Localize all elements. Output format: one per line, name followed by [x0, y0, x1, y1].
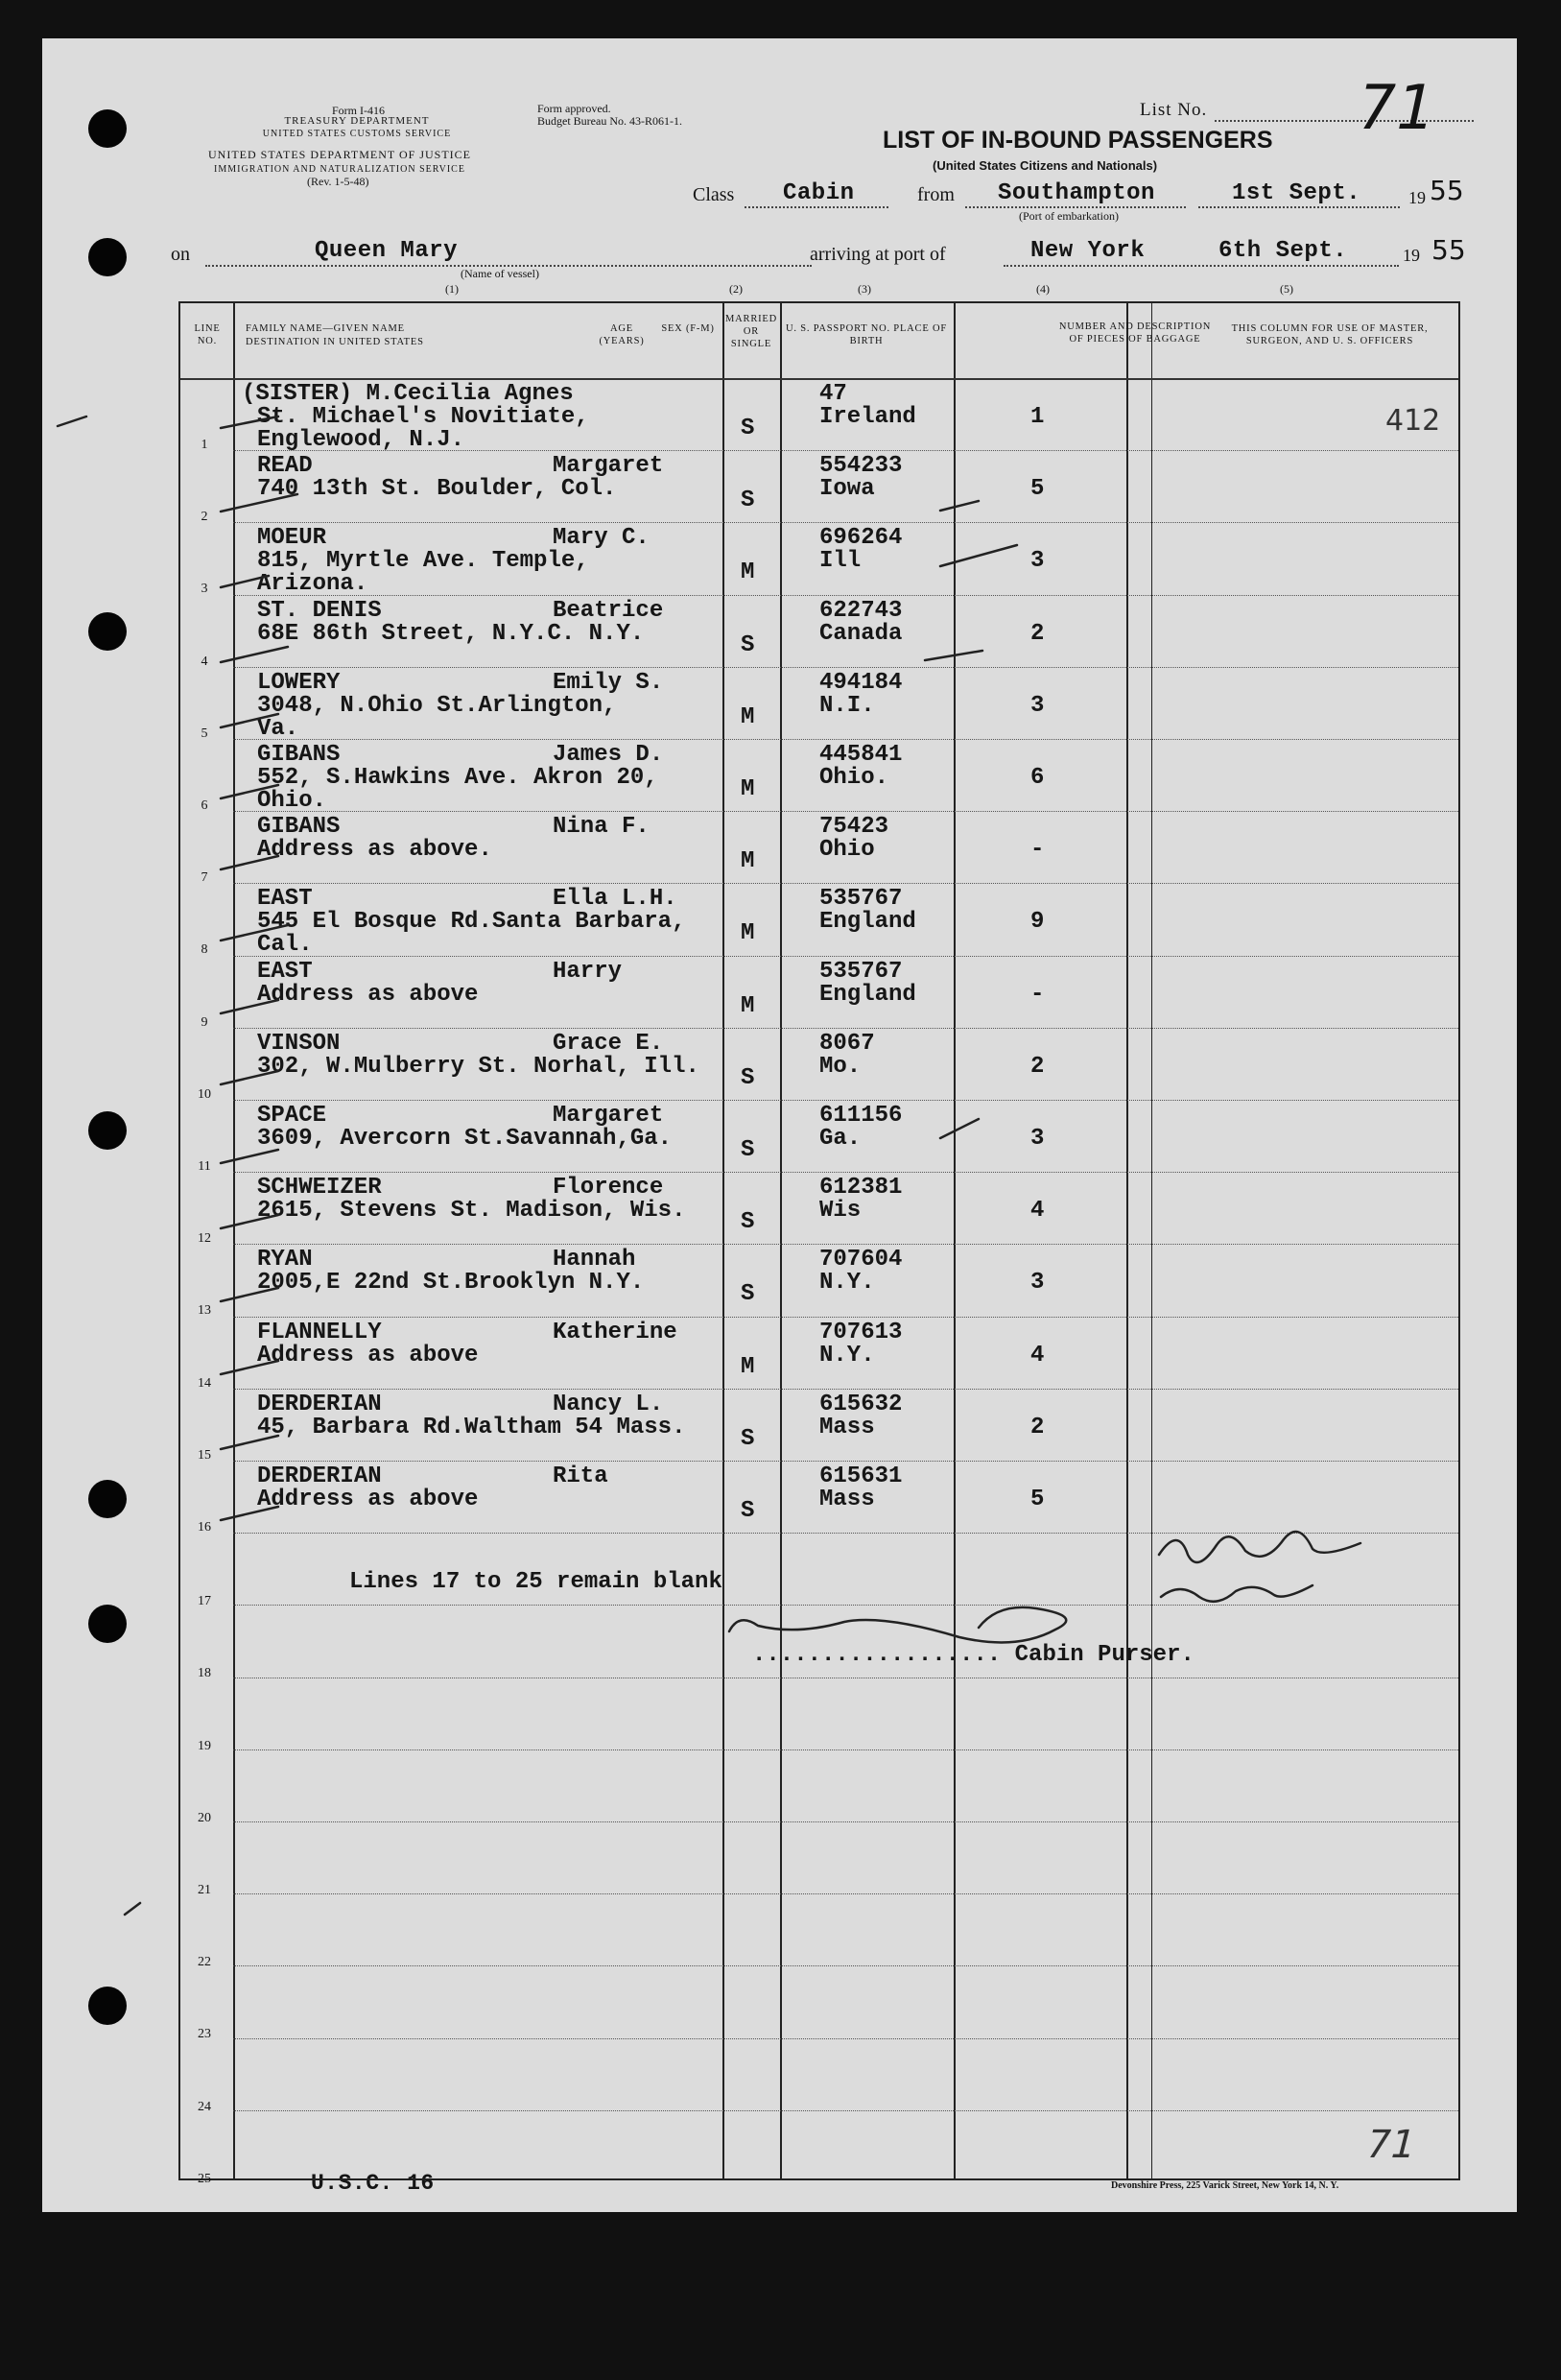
list-no-label: List No.	[1140, 100, 1208, 120]
marital-status: M	[741, 848, 755, 875]
family-name: VINSON	[257, 1030, 341, 1057]
col-num-5: (5)	[1280, 282, 1293, 296]
vessel-name: Queen Mary	[315, 238, 459, 264]
departure-year: 55	[1430, 175, 1464, 206]
col-num-1: (1)	[445, 282, 459, 296]
marital-status: S	[741, 416, 755, 441]
header-line-no: LINE NO.	[194, 323, 221, 346]
line-number: 21	[198, 1883, 211, 1897]
punch-hole	[88, 1605, 127, 1643]
destination-address-cont: Englewood, N.J.	[257, 427, 465, 453]
punch-hole	[88, 1987, 127, 2025]
given-name: James D.	[553, 742, 664, 768]
rev-date: (Rev. 1-5-48)	[307, 175, 369, 188]
baggage-count: 2	[1030, 1414, 1045, 1440]
passport-number: 445841	[819, 742, 903, 768]
passport-number: 696264	[819, 525, 903, 552]
col-num-3: (3)	[858, 282, 871, 296]
given-name: Margaret	[553, 1103, 664, 1129]
header-married: MARRIED OR SINGLE	[725, 314, 778, 349]
destination-address: 2615, Stevens St. Madison, Wis.	[257, 1198, 686, 1225]
family-name: DERDERIAN	[257, 1464, 382, 1489]
destination-address: 302, W.Mulberry St. Norhal, Ill.	[257, 1053, 699, 1080]
line-number: 3	[201, 582, 208, 597]
marital-status: M	[741, 559, 755, 586]
line-number: 14	[198, 1375, 211, 1391]
passport-number: 8067	[819, 1030, 875, 1057]
destination-address: 545 El Bosque Rd.Santa Barbara,	[257, 909, 686, 936]
punch-hole	[88, 238, 127, 276]
destination-address-cont: Va.	[257, 715, 299, 742]
destination-address: 3048, N.Ohio St.Arlington,	[257, 692, 617, 719]
passport-number: 554233	[819, 453, 903, 480]
ins-line: IMMIGRATION AND NATURALIZATION SERVICE	[214, 164, 465, 175]
form-number: Form I-416	[332, 104, 385, 117]
line-number: 9	[201, 1014, 208, 1030]
family-name: GIBANS	[257, 814, 341, 841]
destination-address: St. Michael's Novitiate,	[257, 404, 589, 430]
customs-service: UNITED STATES CUSTOMS SERVICE	[262, 129, 452, 139]
marital-status: M	[741, 1353, 755, 1380]
baggage-count: 6	[1030, 765, 1045, 791]
passport-number: 535767	[819, 958, 903, 985]
justice-dept: UNITED STATES DEPARTMENT OF JUSTICE	[207, 148, 471, 161]
arrival-year: 55	[1431, 234, 1466, 266]
place-of-birth: N.I.	[819, 692, 875, 719]
line-number: 13	[198, 1303, 211, 1319]
class-value: Cabin	[783, 180, 855, 206]
baggage-count: -	[1030, 837, 1045, 864]
family-name: LOWERY	[257, 669, 341, 696]
destination-address: 3609, Avercorn St.Savannah,Ga.	[257, 1126, 673, 1152]
header-sex: SEX (F-M)	[661, 323, 715, 334]
place-of-birth: Ill	[819, 548, 862, 575]
line-number: 12	[198, 1231, 211, 1247]
destination-address: 45, Barbara Rd.Waltham 54 Mass.	[257, 1414, 686, 1440]
destination-address: 552, S.Hawkins Ave. Akron 20,	[257, 765, 658, 791]
line-number: 10	[198, 1086, 211, 1102]
passport-number: 75423	[819, 814, 889, 841]
family-name: EAST	[257, 958, 313, 985]
header-age: AGE (YEARS)	[599, 323, 645, 346]
given-name: Emily S.	[553, 669, 664, 696]
baggage-count: 5	[1030, 476, 1045, 503]
purser-signature-line: .................. Cabin Purser.	[752, 1642, 1194, 1668]
given-name: Hannah	[553, 1247, 636, 1273]
family-name: SCHWEIZER	[257, 1175, 382, 1202]
family-name: MOEUR	[257, 525, 327, 552]
baggage-count: 5	[1030, 1487, 1045, 1512]
destination-address: 815, Myrtle Ave. Temple,	[257, 548, 589, 575]
line-number: 16	[198, 1520, 211, 1535]
line-number: 17	[198, 1594, 211, 1609]
passenger-name: (SISTER) M.Cecilia Agnes	[242, 381, 574, 407]
line-number: 25	[198, 2171, 211, 2186]
place-of-birth: England	[819, 909, 916, 936]
class-label: Class	[693, 184, 735, 205]
form-approved: Form approved.	[537, 102, 611, 115]
passport-number: 707604	[819, 1247, 903, 1273]
place-of-birth: Mo.	[819, 1053, 862, 1080]
form-footer-code: U.S.C. 16	[311, 2171, 435, 2196]
given-name: Grace E.	[553, 1030, 664, 1057]
destination-address: Address as above.	[257, 837, 492, 864]
baggage-count: 9	[1030, 909, 1045, 936]
passport-number: 622743	[819, 597, 903, 624]
list-no-value: 71	[1349, 73, 1443, 144]
marital-status: S	[741, 1064, 755, 1091]
destination-address: 68E 86th Street, N.Y.C. N.Y.	[257, 620, 645, 647]
marital-status: M	[741, 992, 755, 1019]
line-number: 8	[201, 942, 208, 958]
family-name: FLANNELLY	[257, 1319, 382, 1345]
given-name: Florence	[553, 1175, 664, 1202]
destination-address: 740 13th St. Boulder, Col.	[257, 476, 617, 503]
given-name: Nancy L.	[553, 1391, 664, 1417]
marital-status: M	[741, 920, 755, 947]
line-number: 11	[198, 1159, 211, 1174]
passport-number: 615632	[819, 1391, 903, 1417]
punch-hole	[88, 612, 127, 651]
from-label: from	[917, 184, 955, 205]
line-number: 22	[198, 1955, 211, 1970]
baggage-count: 3	[1030, 1126, 1045, 1152]
given-name: Nina F.	[553, 814, 650, 841]
departure-date: 1st Sept.	[1232, 180, 1361, 206]
line-number: 15	[198, 1447, 211, 1463]
marital-status: S	[741, 1209, 755, 1236]
destination-address-cont: Arizona.	[257, 571, 368, 598]
budget-bureau: Budget Bureau No. 43-R061-1.	[537, 114, 682, 128]
place-of-birth: Mass	[819, 1414, 875, 1440]
marital-status: M	[741, 776, 755, 802]
given-name: Ella L.H.	[553, 886, 677, 913]
destination-address: Address as above	[257, 1487, 479, 1512]
passport-number: 47	[819, 381, 847, 407]
marital-status: M	[741, 703, 755, 730]
header-destination: DESTINATION IN UNITED STATES	[246, 337, 424, 347]
destination-address-cont: Cal.	[257, 932, 313, 959]
officer-margin-number: 412	[1385, 404, 1441, 438]
place-of-birth: N.Y.	[819, 1270, 875, 1297]
line-number: 23	[198, 2027, 211, 2042]
arriving-label: arriving at port of	[810, 244, 946, 265]
port-embarkation-note: (Port of embarkation)	[1019, 209, 1119, 223]
baggage-count: 2	[1030, 620, 1045, 647]
on-label: on	[171, 244, 190, 265]
passport-number: 611156	[819, 1103, 903, 1129]
line-number: 24	[198, 2099, 211, 2114]
baggage-count: 3	[1030, 692, 1045, 719]
vessel-note: (Name of vessel)	[461, 267, 539, 280]
year-prefix: 19	[1408, 188, 1426, 207]
family-name: EAST	[257, 886, 313, 913]
arrival-port: New York	[1030, 238, 1146, 264]
family-name: READ	[257, 453, 313, 480]
marital-status: S	[741, 1498, 755, 1524]
marital-status: S	[741, 1137, 755, 1163]
given-name: Mary C.	[553, 525, 650, 552]
place-of-birth: Ireland	[819, 404, 916, 430]
treasury-dept: TREASURY DEPARTMENT	[284, 115, 430, 127]
port-embarkation: Southampton	[998, 180, 1155, 206]
given-name: Beatrice	[553, 597, 664, 624]
baggage-count: 1	[1030, 404, 1045, 430]
family-name: SPACE	[257, 1103, 327, 1129]
family-name: ST. DENIS	[257, 597, 382, 624]
place-of-birth: Ohio	[819, 837, 875, 864]
destination-address-cont: Ohio.	[257, 788, 327, 814]
baggage-count: 4	[1030, 1342, 1045, 1368]
place-of-birth: Wis	[819, 1198, 862, 1225]
line-number: 5	[201, 726, 208, 741]
line-number: 6	[201, 798, 208, 813]
place-of-birth: Canada	[819, 620, 903, 647]
line-number: 7	[201, 870, 208, 886]
line-number: 19	[198, 1738, 211, 1753]
punch-hole	[88, 1480, 127, 1518]
marital-status: S	[741, 1281, 755, 1308]
passport-number: 707613	[819, 1319, 903, 1345]
baggage-count: 4	[1030, 1198, 1045, 1225]
blank-lines-note: Lines 17 to 25 remain blank	[349, 1569, 722, 1595]
punch-hole	[88, 109, 127, 148]
line-number: 20	[198, 1810, 211, 1825]
given-name: Rita	[553, 1464, 608, 1489]
passport-number: 615631	[819, 1464, 903, 1489]
line-number: 1	[201, 438, 208, 452]
printer-line: Devonshire Press, 225 Varick Street, New York 14, N. Y.	[1111, 2180, 1339, 2191]
destination-address: Address as above	[257, 981, 479, 1008]
passport-number: 535767	[819, 886, 903, 913]
punch-hole	[88, 1111, 127, 1150]
place-of-birth: Ohio.	[819, 765, 889, 791]
place-of-birth: England	[819, 981, 916, 1008]
given-name: Margaret	[553, 453, 664, 480]
col-num-4: (4)	[1036, 282, 1050, 296]
year-prefix-2: 19	[1403, 246, 1420, 265]
marital-status: S	[741, 1425, 755, 1452]
header-passport: U. S. PASSPORT NO. PLACE OF BIRTH	[785, 323, 948, 346]
arrival-date: 6th Sept.	[1218, 238, 1348, 264]
header-officers: THIS COLUMN FOR USE OF MASTER, SURGEON, AND U. S. OFFICERS	[1231, 323, 1429, 346]
baggage-count: 2	[1030, 1053, 1045, 1080]
bottom-list-mark: 71	[1360, 2123, 1421, 2167]
family-name: GIBANS	[257, 742, 341, 768]
baggage-count: 3	[1030, 548, 1045, 575]
family-name: DERDERIAN	[257, 1391, 382, 1417]
given-name: Katherine	[553, 1319, 677, 1345]
destination-address: 2005,E 22nd St.Brooklyn N.Y.	[257, 1270, 645, 1297]
marital-status: S	[741, 631, 755, 658]
line-number: 18	[198, 1666, 211, 1681]
line-number: 2	[201, 510, 208, 525]
passport-number: 494184	[819, 669, 903, 696]
header-name: FAMILY NAME—GIVEN NAME	[246, 323, 405, 334]
form-title: LIST OF IN-BOUND PASSENGERS	[883, 127, 1273, 154]
passport-number: 612381	[819, 1175, 903, 1202]
given-name: Harry	[553, 958, 623, 985]
baggage-count: -	[1030, 981, 1045, 1008]
line-number: 4	[201, 654, 208, 669]
family-name: RYAN	[257, 1247, 313, 1273]
place-of-birth: Ga.	[819, 1126, 862, 1152]
baggage-count: 3	[1030, 1270, 1045, 1297]
col-num-2: (2)	[729, 282, 743, 296]
form-subtitle: (United States Citizens and Nationals)	[933, 158, 1158, 173]
header-baggage: NUMBER AND DESCRIPTION OF PIECES OF BAGGAGE	[1058, 321, 1212, 345]
destination-address: Address as above	[257, 1342, 479, 1368]
marital-status: S	[741, 488, 755, 514]
place-of-birth: Mass	[819, 1487, 875, 1512]
place-of-birth: Iowa	[819, 476, 875, 503]
place-of-birth: N.Y.	[819, 1342, 875, 1368]
